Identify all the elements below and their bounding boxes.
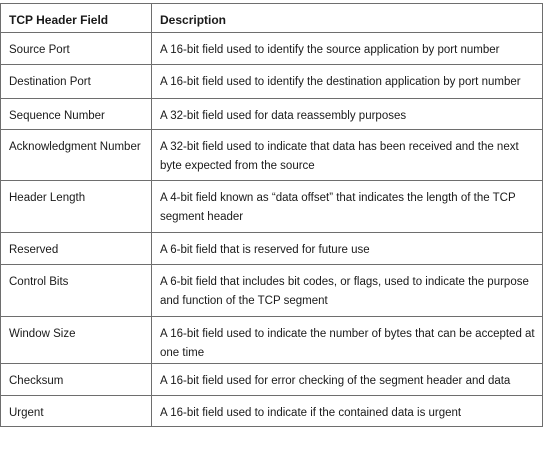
description-cell: A 16-bit field used for error checking of the segment header and data — [152, 364, 543, 396]
field-cell: Destination Port — [1, 65, 152, 99]
tcp-header-fields-table — [0, 3, 543, 427]
description-cell: A 16-bit field used to indicate the number of bytes that can be accepted at one time — [152, 317, 543, 364]
description-cell: A 6-bit field that includes bit codes, or flags, used to indicate the purpose and function of the TCP segment — [152, 265, 543, 317]
column-header-description: Description — [152, 4, 543, 33]
table-row — [1, 130, 543, 181]
field-cell: Reserved — [1, 233, 152, 265]
table-row — [1, 317, 543, 364]
description-cell: A 16-bit field used to identify the destination application by port number — [152, 65, 543, 99]
table-row — [1, 396, 543, 427]
table-row — [1, 233, 543, 265]
table-row — [1, 99, 543, 130]
description-cell: A 16-bit field used to identify the source application by port number — [152, 33, 543, 65]
description-cell: A 32-bit field used for data reassembly purposes — [152, 99, 543, 130]
description-cell: A 16-bit field used to indicate if the contained data is urgent — [152, 396, 543, 427]
description-cell: A 6-bit field that is reserved for future use — [152, 233, 543, 265]
field-cell: Sequence Number — [1, 99, 152, 130]
table-header-row — [1, 4, 543, 33]
column-header-field: TCP Header Field — [1, 4, 152, 33]
field-cell: Acknowledgment Number — [1, 130, 152, 181]
field-cell: Checksum — [1, 364, 152, 396]
table-row — [1, 65, 543, 99]
table-row — [1, 33, 543, 65]
field-cell: Control Bits — [1, 265, 152, 317]
description-cell: A 4-bit field known as “data offset” that indicates the length of the TCP segment header — [152, 181, 543, 233]
field-cell: Header Length — [1, 181, 152, 233]
field-cell: Source Port — [1, 33, 152, 65]
field-cell: Window Size — [1, 317, 152, 364]
field-cell: Urgent — [1, 396, 152, 427]
table-row — [1, 265, 543, 317]
table-row — [1, 181, 543, 233]
table-row — [1, 364, 543, 396]
description-cell: A 32-bit field used to indicate that data has been received and the next byte expected from the source — [152, 130, 543, 181]
